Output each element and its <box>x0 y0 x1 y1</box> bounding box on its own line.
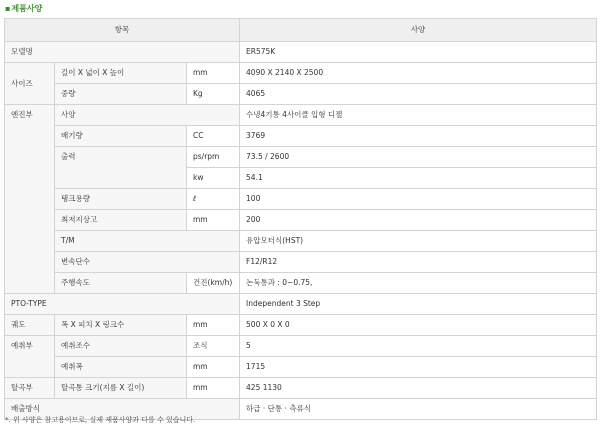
table-row <box>5 231 597 252</box>
table-row <box>5 336 597 357</box>
table-row <box>5 252 597 273</box>
table-row <box>5 189 597 210</box>
category-thresher: 탈곡부 <box>5 378 55 399</box>
table-row <box>5 105 597 126</box>
item-clearance: 최저지상고 <box>55 210 187 231</box>
unit-tank: ℓ <box>187 189 240 210</box>
value-output-ps: 73.5 / 2600 <box>240 147 597 168</box>
category-track: 궤도 <box>5 315 55 336</box>
value-weight: 4065 <box>240 84 597 105</box>
category-reaper: 예취부 <box>5 336 55 378</box>
header-item: 항목 <box>5 19 240 42</box>
item-tank: 탱크용량 <box>55 189 187 210</box>
unit-reaper-width: mm <box>187 357 240 378</box>
table-row <box>5 63 597 84</box>
value-model: ER575K <box>240 42 597 63</box>
table-row <box>5 378 597 399</box>
table-row <box>5 273 597 294</box>
table-row <box>5 84 597 105</box>
item-tm: T/M <box>55 231 240 252</box>
value-reaper-width: 1715 <box>240 357 597 378</box>
section-title-text: 제품사양 <box>11 4 43 13</box>
item-displacement: 배기량 <box>55 126 187 147</box>
unit-thresher: mm <box>187 378 240 399</box>
item-size: 길이 X 넓이 X 높이 <box>55 63 187 84</box>
value-discharge: 하급 · 단통 · 측류식 <box>240 399 597 420</box>
category-size: 사이즈 <box>5 63 55 105</box>
value-thresher: 425 1130 <box>240 378 597 399</box>
table-row <box>5 315 597 336</box>
bullet-icon: ▪ <box>5 4 11 13</box>
item-output: 출력 <box>55 147 187 189</box>
unit-output-ps: ps/rpm <box>187 147 240 168</box>
unit-weight: Kg <box>187 84 240 105</box>
unit-track: mm <box>187 315 240 336</box>
unit-size: mm <box>187 63 240 84</box>
disclaimer-note: *. 위 사양은 참고용이므로, 실제 제품사양과 다를 수 있습니다. <box>5 416 196 424</box>
value-pto: Independent 3 Step <box>240 294 597 315</box>
spec-table <box>4 18 597 420</box>
value-clearance: 200 <box>240 210 597 231</box>
item-track: 폭 X 피치 X 링크수 <box>55 315 187 336</box>
value-displacement: 3769 <box>240 126 597 147</box>
unit-displacement: CC <box>187 126 240 147</box>
table-row <box>5 294 597 315</box>
value-size: 4090 X 2140 X 2500 <box>240 63 597 84</box>
item-reaper-rows: 예취조수 <box>55 336 187 357</box>
row-label-pto: PTO-TYPE <box>5 294 240 315</box>
table-row <box>5 210 597 231</box>
table-row <box>5 42 597 63</box>
section-title <box>5 4 42 14</box>
item-engine-type: 사양 <box>55 105 240 126</box>
table-row <box>5 126 597 147</box>
item-gears: 변속단수 <box>55 252 240 273</box>
unit-reaper-rows: 조식 <box>187 336 240 357</box>
row-label-model: 모델명 <box>5 42 240 63</box>
value-engine-type: 수냉4기통 4사이클 입형 디젤 <box>240 105 597 126</box>
value-reaper-rows: 5 <box>240 336 597 357</box>
item-thresher: 탈곡통 크기(지름 X 길이) <box>55 378 187 399</box>
table-row <box>5 147 597 168</box>
value-speed: 논둑통과 : 0~0.75, <box>240 273 597 294</box>
table-row <box>5 357 597 378</box>
value-gears: F12/R12 <box>240 252 597 273</box>
value-track: 500 X 0 X 0 <box>240 315 597 336</box>
item-reaper-width: 예취폭 <box>55 357 187 378</box>
header-spec: 사양 <box>240 19 597 42</box>
unit-output-kw: kw <box>187 168 240 189</box>
value-output-kw: 54.1 <box>240 168 597 189</box>
row-label-discharge: 배출방식 <box>5 399 240 420</box>
table-header-row <box>5 19 597 42</box>
unit-speed: 건진(km/h) <box>187 273 240 294</box>
unit-clearance: mm <box>187 210 240 231</box>
value-tank: 100 <box>240 189 597 210</box>
category-engine: 엔진부 <box>5 105 55 294</box>
value-tm: 유압모터식(HST) <box>240 231 597 252</box>
item-weight: 중량 <box>55 84 187 105</box>
item-speed: 주행속도 <box>55 273 187 294</box>
